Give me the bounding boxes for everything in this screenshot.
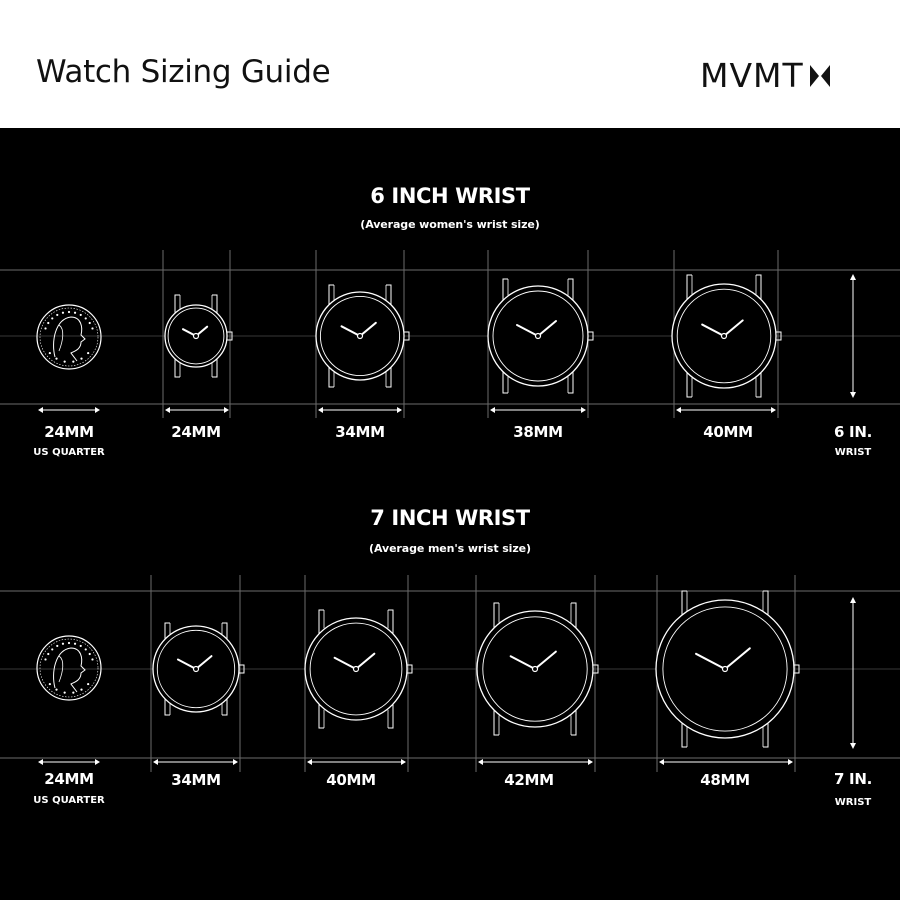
section-1-watch-3: [488, 279, 593, 393]
section-2-quarter-dimension-arrow: [38, 759, 100, 765]
section-2-watch-1-dimension-arrow: [153, 759, 238, 765]
section-2-watch-size-4: 48MM: [700, 771, 750, 789]
section-1-watch-4: [672, 275, 781, 397]
section-2-title: 7 INCH WRIST: [370, 506, 530, 530]
section-2-diagram: [0, 575, 900, 772]
section-2-subtitle: (Average men's wrist size): [369, 542, 531, 555]
section-2-watch-2: [305, 610, 412, 728]
section-1-watch-1: [165, 295, 232, 377]
section-1-quarter-size: 24MM: [44, 423, 94, 441]
section-1-watch-2-dimension-arrow: [318, 407, 402, 413]
section-2-watch-size-1: 34MM: [171, 771, 221, 789]
section-2-wrist-size: 7 IN.: [834, 770, 872, 788]
section-2-quarter-size: 24MM: [44, 770, 94, 788]
section-1-watch-size-3: 38MM: [513, 423, 563, 441]
section-1-subtitle: (Average women's wrist size): [360, 218, 540, 231]
section-1-quarter-coin: [37, 305, 101, 369]
section-1-diagram: [0, 250, 900, 418]
section-2-quarter-coin: [37, 636, 101, 700]
section-2-wrist-label: WRIST: [834, 797, 872, 808]
brand-name: MVMT: [700, 56, 804, 95]
section-2-watch-size-3: 42MM: [504, 771, 554, 789]
section-2-watch-4: [656, 591, 799, 747]
page-title: Watch Sizing Guide: [36, 54, 331, 90]
section-1-quarter-dimension-arrow: [38, 407, 100, 413]
section-2-watch-1: [153, 623, 244, 715]
section-2-watch-2-dimension-arrow: [307, 759, 406, 765]
section-1-title: 6 INCH WRIST: [370, 184, 530, 208]
section-1-watch-size-1: 24MM: [171, 423, 221, 441]
section-2-watch-size-2: 40MM: [326, 771, 376, 789]
section-1-watch-4-dimension-arrow: [676, 407, 776, 413]
section-1-wrist-label: WRIST: [834, 447, 872, 458]
section-2-quarter-label: US QUARTER: [33, 795, 105, 806]
section-1-wrist-size: 6 IN.: [834, 423, 872, 441]
section-1-watch-2: [316, 285, 409, 387]
section-1-watch-size-4: 40MM: [703, 423, 753, 441]
section-1-watch-size-2: 34MM: [335, 423, 385, 441]
section-2-watch-3: [477, 603, 598, 735]
section-1-watch-3-dimension-arrow: [490, 407, 586, 413]
section-1-quarter-label: US QUARTER: [33, 447, 105, 458]
section-1-watch-1-dimension-arrow: [165, 407, 229, 413]
section-2-watch-4-dimension-arrow: [659, 759, 793, 765]
section-2-wrist-arrow: [850, 597, 856, 749]
section-2-watch-3-dimension-arrow: [478, 759, 593, 765]
